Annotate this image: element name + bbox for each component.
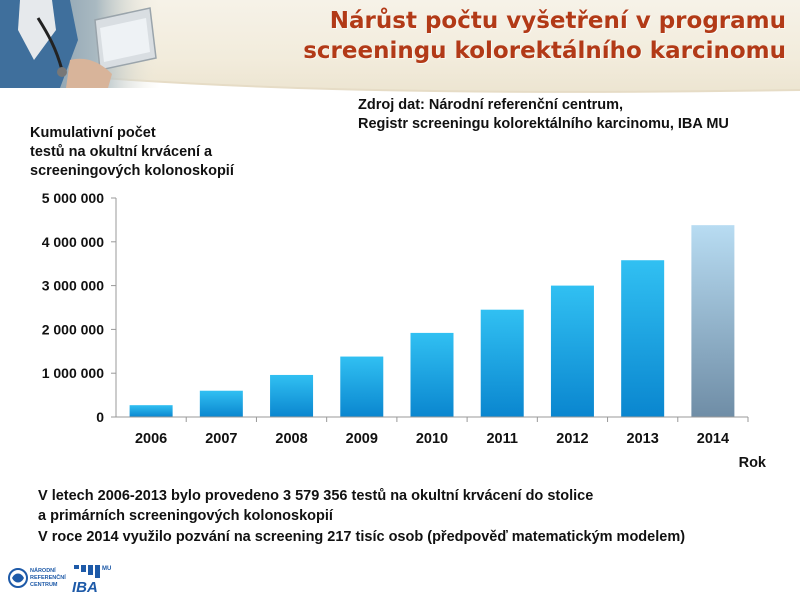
data-source-line1: Zdroj dat: Národní referenční centrum, <box>358 97 624 113</box>
nrc-logo <box>8 563 66 593</box>
x-axis-title: Rok <box>738 455 766 471</box>
bar-2011 <box>481 310 524 417</box>
bar-2010 <box>411 333 454 417</box>
x-tick-label-2013: 2013 <box>626 431 659 447</box>
y-tick-label: 2 000 000 <box>41 321 104 338</box>
x-tick-label-2011: 2011 <box>486 431 518 447</box>
y-axis <box>42 190 116 425</box>
x-axis <box>135 417 748 447</box>
slide-title-line2: screeningu kolorektálního karcinomu <box>303 38 786 64</box>
x-tick-label-2012: 2012 <box>556 431 589 447</box>
bar-2006 <box>130 405 173 417</box>
y-axis-title-line1: Kumulativní počet <box>30 125 156 141</box>
y-tick-label: 0 <box>96 409 104 425</box>
y-axis-title <box>30 124 290 181</box>
bar-2014 <box>691 225 734 417</box>
bar-2012 <box>551 286 594 417</box>
data-source <box>358 96 778 134</box>
data-source-line2: Registr screeningu kolorektálního karcinomu, IBA MU <box>358 116 729 132</box>
y-axis-title-line3: screeningových kolonoskopií <box>30 163 234 179</box>
x-tick-label-2007: 2007 <box>205 431 238 447</box>
bar-chart <box>0 180 800 470</box>
nrc-logo-line2: REFERENČNÍ <box>30 575 66 581</box>
y-axis-title-line2: testů na okultní krvácení a <box>30 144 213 160</box>
bar-2009 <box>340 357 383 417</box>
iba-logo-sup: MU <box>102 566 112 572</box>
note-line1: V letech 2006-2013 bylo provedeno 3 579 356 testů na okultní krvácení do stolice <box>38 488 594 504</box>
note-line2: a primárních screeningových kolonoskopií <box>38 507 333 524</box>
x-tick-label-2006: 2006 <box>134 431 168 447</box>
slide-header <box>0 0 800 96</box>
doctor-photo <box>0 0 160 88</box>
y-tick-label: 4 000 000 <box>41 233 104 250</box>
bar-2007 <box>200 391 243 417</box>
slide-title <box>266 6 786 66</box>
x-tick-label-2010: 2010 <box>415 431 449 447</box>
y-tick-label: 3 000 000 <box>41 277 104 294</box>
notes <box>38 487 778 548</box>
note-line3: V roce 2014 využilo pozvání na screening 217 tisíc osob (předpověď matematickým modelem) <box>38 529 686 545</box>
nrc-logo-line1: NÁRODNÍ <box>30 568 56 574</box>
nrc-logo-line3: CENTRUM <box>30 582 58 588</box>
y-tick-label: 5 000 000 <box>41 190 104 206</box>
iba-logo <box>70 561 114 595</box>
slide-title-line1: Nárůst počtu vyšetření v programu <box>329 8 786 34</box>
iba-logo-text: IBA <box>72 579 98 596</box>
bar-2008 <box>270 375 313 417</box>
footer <box>0 555 800 597</box>
bars <box>130 225 735 417</box>
bar-2013 <box>621 260 664 417</box>
x-tick-label-2008: 2008 <box>275 431 308 447</box>
x-tick-label-2009: 2009 <box>345 431 378 447</box>
x-tick-label-2014: 2014 <box>696 431 730 447</box>
y-tick-label: 1 000 000 <box>41 365 104 382</box>
